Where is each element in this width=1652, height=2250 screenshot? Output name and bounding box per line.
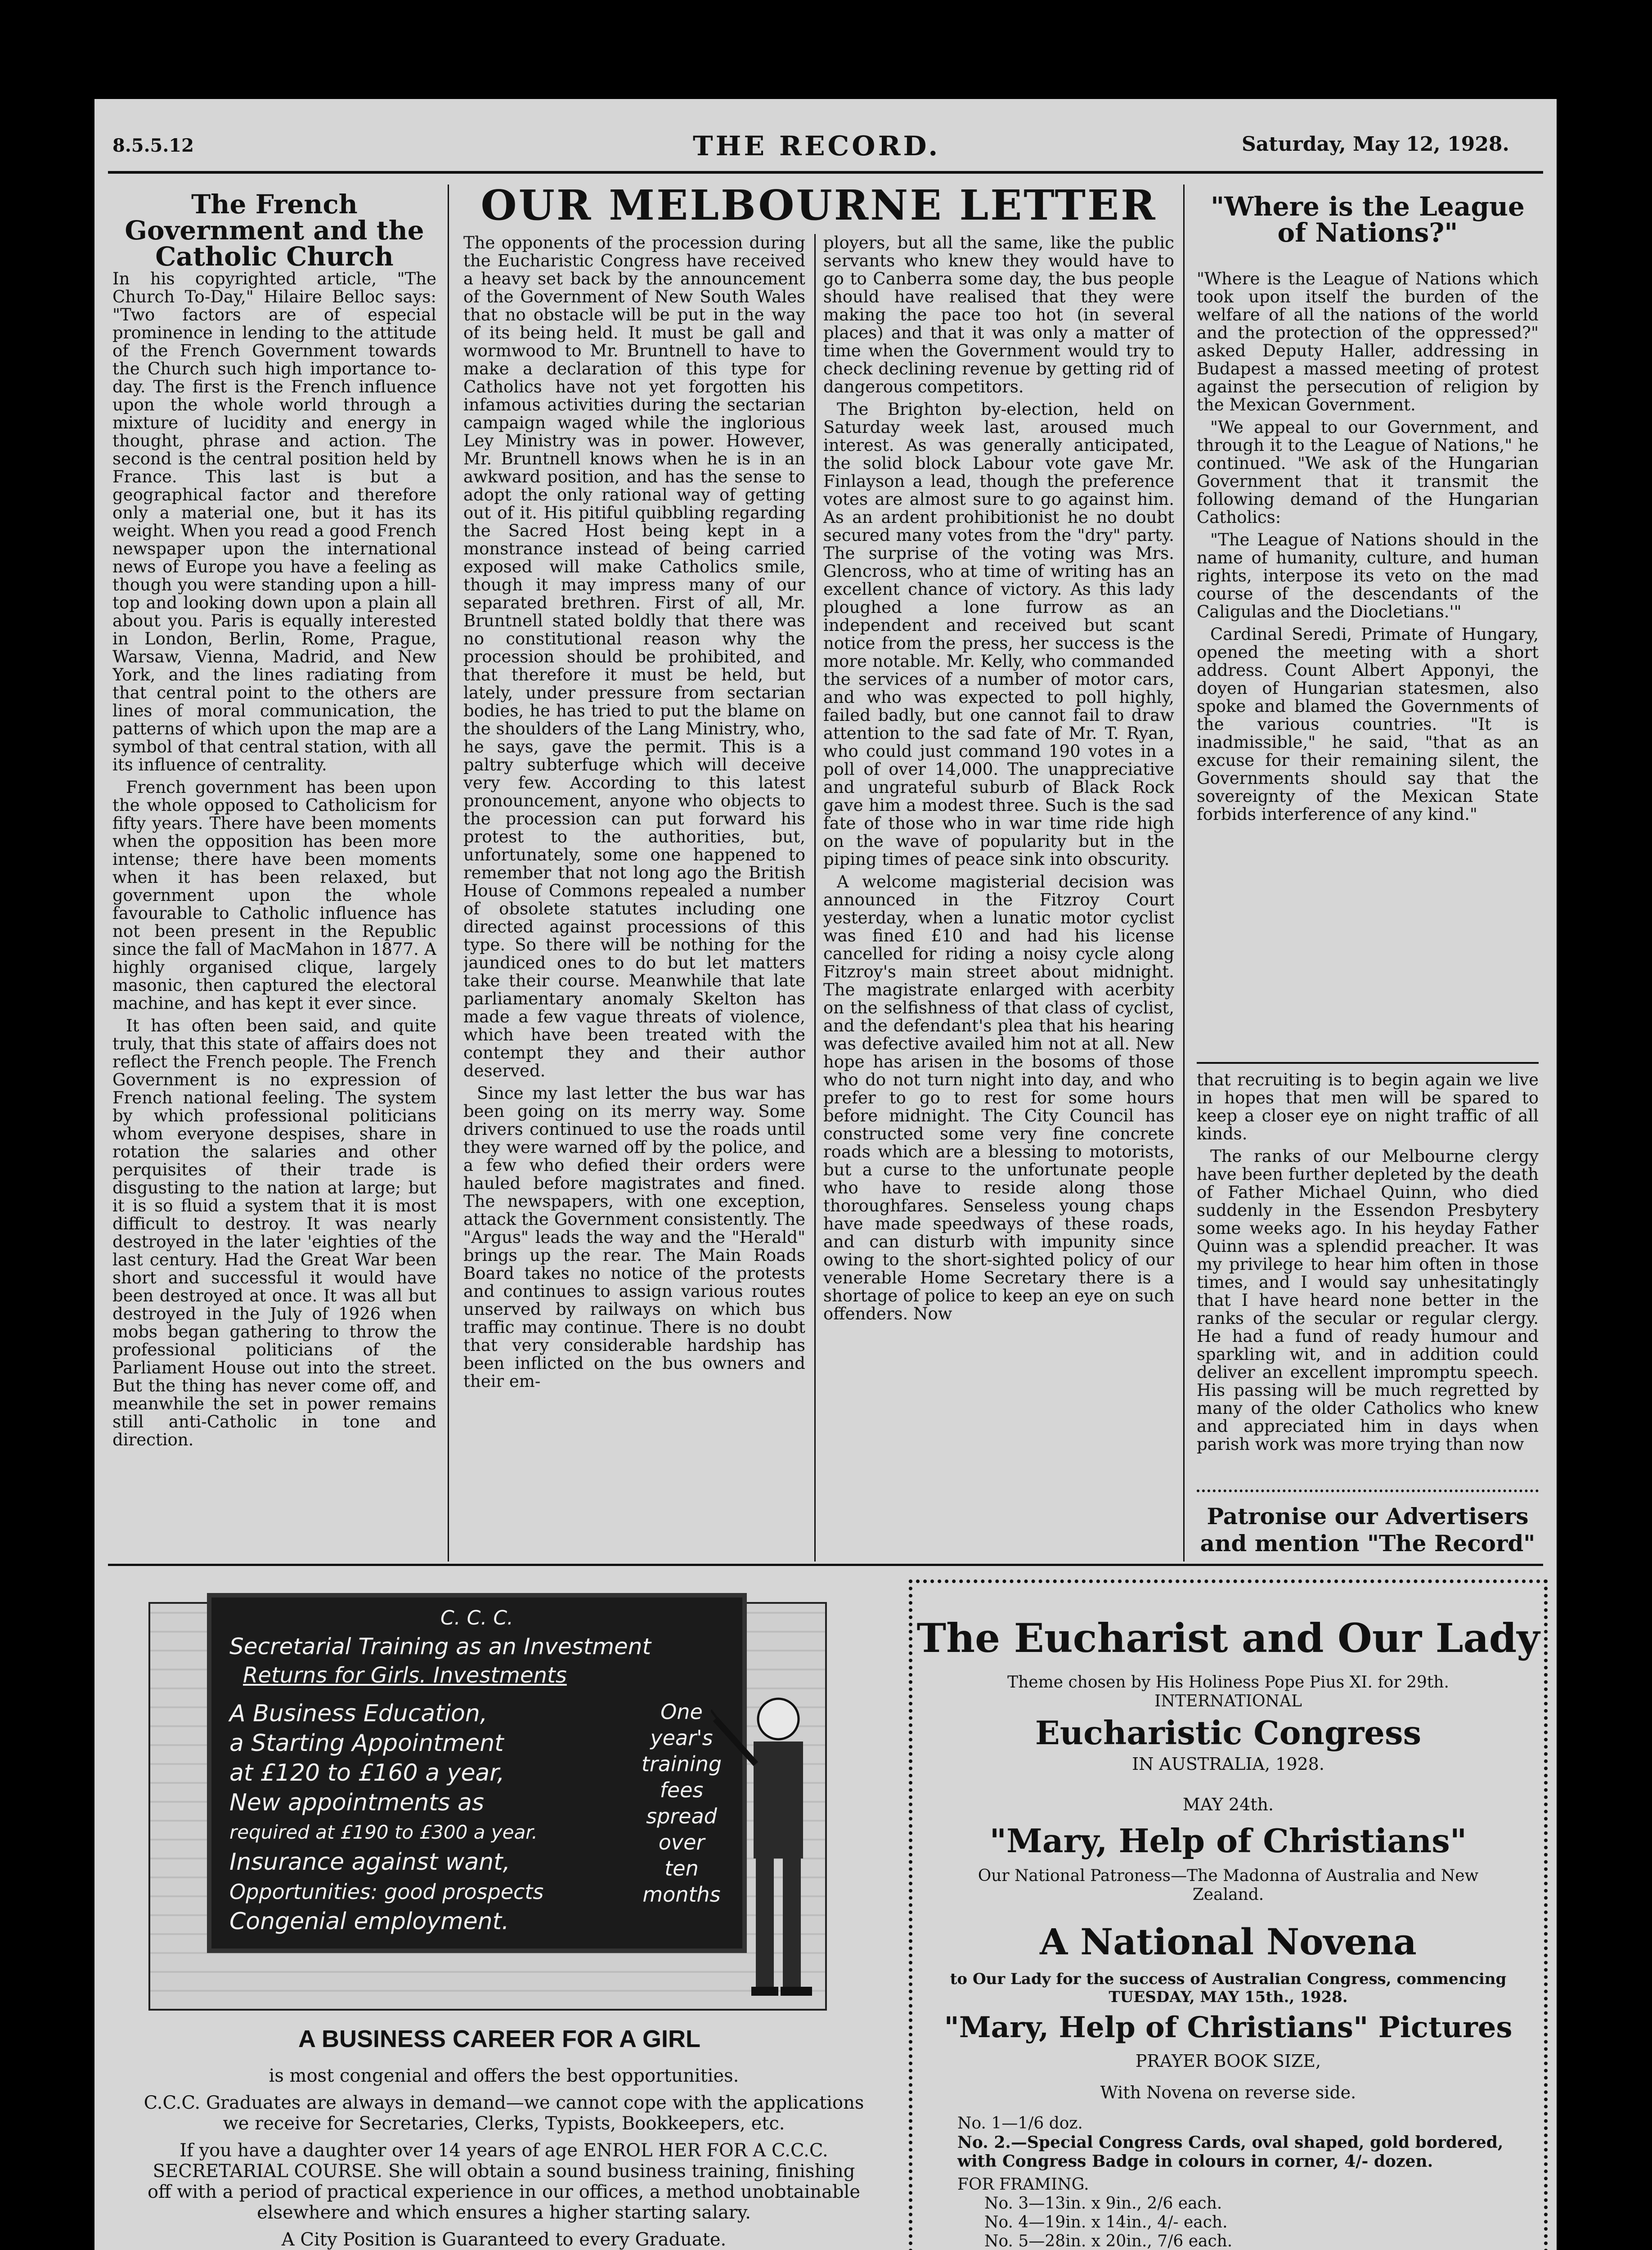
eucharist-theme: Theme chosen by His Holiness Pope Pius XI. for 29th. INTERNATIONAL xyxy=(1007,1673,1449,1710)
continued-paragraph: that recruiting is to begin again we live in hopes that men will be spared to keep a closer eye on night traffic of all kinds. xyxy=(1197,1071,1539,1143)
eucharist-date: MAY 24th. xyxy=(1182,1795,1274,1814)
eucharist-location: IN AUSTRALIA, 1928. xyxy=(1132,1754,1324,1774)
board-line: New appointments as xyxy=(229,1789,485,1816)
right-article-body xyxy=(1197,270,1539,1053)
mary-help-heading: "Mary, Help of Christians" xyxy=(989,1822,1467,1860)
ccc-paragraph: is most congenial and offers the best opportunities. xyxy=(269,2066,739,2086)
board-side-line: over xyxy=(658,1830,705,1854)
ccc-heading: A BUSINESS CAREER FOR A GIRL xyxy=(298,2025,701,2052)
melbourne-letter-continued xyxy=(1197,1071,1539,1490)
masthead-title: THE RECORD. xyxy=(693,130,941,162)
eucharist-title: The Eucharist and Our Lady xyxy=(916,1615,1540,1661)
right-article-paragraph: "Where is the League of Nations which took upon itself the burden of the welfare of all the nations of the world and the protection of the oppressed?" asked Deputy Haller, addressing in Budapest a massed meeting of protest against the persecution of religion by the Mexican Government. xyxy=(1197,270,1539,414)
board-line: A Business Education, xyxy=(229,1700,488,1727)
prayer-book-size: PRAYER BOOK SIZE, xyxy=(1135,2051,1321,2071)
continued-paragraph: The ranks of our Melbourne clergy have been further depleted by the death of Father Michael Quinn, who died suddenly in the Essendon Presbytery some weeks ago. In his heyday Father Quinn was a splendid preacher. It was my privilege to hear him often in those times, and I would say unhesitatingly that I have heard none better in the ranks of the secular or regular clergy. He had a fund of ready humour and sparkling wit, and in addition could deliver an excellent impromptu speech. His passing will be much regretted by many of the older Catholics who knew and appreciated him in days when parish work was more trying than now xyxy=(1197,1147,1539,1454)
national-novena-heading: A National Novena xyxy=(1040,1921,1417,1963)
section-rule xyxy=(108,1564,1543,1566)
price-item: No. 1—1/6 doz. xyxy=(957,2114,1083,2133)
price-item: No. 4—19in. x 14in., 4/- each. xyxy=(984,2213,1228,2232)
dotted-rule xyxy=(1197,1490,1539,1492)
column-divider xyxy=(1183,184,1185,1562)
melbourne-letter-headline: OUR MELBOURNE LETTER xyxy=(480,181,1157,230)
masthead-date: Saturday, May 12, 1928. xyxy=(1242,133,1509,156)
column-divider xyxy=(814,234,816,1562)
board-side-line: One year's xyxy=(650,1700,713,1750)
ccc-paragraph: If you have a daughter over 14 years of age ENROL HER FOR A C.C.C. SECRETARIAL COURSE. She will obtain a sound business training, finishing off with a period of practical experience in our offices, a method unobtainable elsewhere and which ensures a higher starting salary. xyxy=(147,2140,861,2223)
page-reference: 8.5.5.12 xyxy=(112,135,194,156)
board-lines xyxy=(229,1699,580,1936)
pictures-heading: "Mary, Help of Christians" Pictures xyxy=(944,2011,1513,2044)
left-article-headline: The French Government and the Catholic Church xyxy=(125,189,424,272)
melbourne-paragraph: The Brighton by-election, held on Saturday week last, aroused much interest. As was generally anticipated, the solid block Labour vote gave Mr. Finlayson a lead, though the preference votes are almost sure to go against him. As an ardent prohibitionist he no doubt secured many votes from the "dry" party. The surprise of the voting was Mrs. Glencross, who at time of writing has an excellent chance of victory. As this lady ploughed a lone furrow as an independent and received but scant notice from the press, her success is the more notable. Mr. Kelly, who commanded the services of a number of motor cars, and who was expected to poll highly, failed badly, but one cannot fail to draw attention to the sad fate of Mr. T. Ryan, who could just command 190 votes in a poll of over 14,000. The unappreciative and ungrateful suburb of Black Rock gave him a modest three. Such is the sad fate of those who in war time ride high on the wave of popularity but in the piping times of peace sink into obscurity. xyxy=(823,400,1174,869)
masthead-rule xyxy=(108,171,1543,174)
board-heading: Secretarial Training as an Investment xyxy=(229,1634,651,1660)
board-line: Congenial employment. xyxy=(229,1908,509,1935)
melbourne-letter-col2 xyxy=(823,234,1174,1562)
board-line: Insurance against want, xyxy=(229,1849,511,1876)
melbourne-letter-col1 xyxy=(463,234,805,1562)
board-side-line: ten xyxy=(664,1856,699,1881)
ccc-paragraph: C.C.C. Graduates are always in demand—we cannot cope with the applications we receive for Secretaries, Clerks, Typists, Bookkeepers, etc. xyxy=(144,2092,864,2134)
left-article-paragraph: In his copyrighted article, "The Church To-Day," Hilaire Belloc says: "Two factors are of especial prominence in lending to the attitude of the French Government towards the Church such high importance to-day. The first is the French influence upon the whole world through a mixture of lucidity and energy in thought, phrase and action. The second is the central position held by France. This last is but a geographical factor and therefore only a material one, but it has its weight. When you read a good French newspaper upon the international news of Europe you have a feeling as though you were standing upon a hill-top and looking down upon a plain all about you. Paris is equally interested in London, Berlin, Rome, Prague, Warsaw, Vienna, Madrid, and New York, and the lines radiating from that central point to the others are lines of moral communication, the patterns of which upon the map are a symbol of that central station, with all its influence of centrality. xyxy=(112,270,436,774)
patronise-notice: Patronise our Advertisers and mention "The Record" xyxy=(1200,1503,1535,1557)
right-article-paragraph: "We appeal to our Government, and through it to the League of Nations," he continued. "We ask of the Hungarian Government that it transmit the following demand of the Hungarian Catholics: xyxy=(1197,418,1539,527)
board-subheading: Returns for Girls. Investments xyxy=(243,1663,567,1688)
framing-heading: FOR FRAMING. xyxy=(957,2175,1089,2194)
right-article-headline: "Where is the League of Nations?" xyxy=(1211,191,1525,248)
novena-subheading: to Our Lady for the success of Australian Congress, commencing TUESDAY, MAY 15th., 1928. xyxy=(950,1970,1507,2006)
right-article-paragraph: Cardinal Seredi, Primate of Hungary, opened the meeting with a short address. Count Albert Apponyi, the doyen of Hungarian statesmen, also spoke and blamed the Governments of the various countries. "It is inadmissible," he said, "that as an excuse for their remaining silent, the Governments should say that the sovereignty of the Mexican State forbids interference of any kind." xyxy=(1197,625,1539,824)
right-article-paragraph: "The League of Nations should in the name of humanity, culture, and human rights, interpose its veto on the mad course of the descendants of the Caligulas and the Diocletians.'" xyxy=(1197,530,1539,621)
eucharist-congress: Eucharistic Congress xyxy=(1035,1714,1422,1752)
ccc-paragraph: A City Position is Guaranteed to every Graduate. xyxy=(281,2229,727,2250)
with-novena: With Novena on reverse side. xyxy=(1100,2083,1356,2102)
board-line: Opportunities: good prospects xyxy=(229,1880,544,1904)
board-side-line: training xyxy=(641,1752,722,1776)
price-item: No. 2.—Special Congress Cards, oval shaped, gold bordered, with Congress Badge in colours in corner, 4/- dozen. xyxy=(957,2133,1504,2171)
board-side-line: months xyxy=(642,1882,721,1907)
section-rule xyxy=(1197,1062,1539,1064)
eucharist-advertisement xyxy=(909,1580,1548,2250)
newspaper-page xyxy=(94,99,1557,2250)
price-item: No. 3—13in. x 9in., 2/6 each. xyxy=(984,2194,1222,2213)
left-article-paragraph: French government has been upon the whole opposed to Catholicism for fifty years. There have been moments when the opposition has been more intense; there have been moments when it has been relaxed, but government upon the whole favourable to Catholic influence has not been present in the Republic since the fall of MacMahon in 1877. A highly organised clique, largely masonic, then captured the electoral machine, and has kept it ever since. xyxy=(112,778,436,1013)
chalkboard xyxy=(207,1593,747,1953)
price-list xyxy=(957,2114,1515,2250)
melbourne-paragraph: A welcome magisterial decision was announced in the Fitzroy Court yesterday, when a lunatic motor cyclist was fined £10 and had his license cancelled for riding a noisy cycle along Fitzroy's main street about midnight. The magistrate enlarged with acerbity on the selfishness of that class of cyclist, and the defendant's plea that his hearing was defective availed him not at all. New hope has arisen in the bosoms of those who do not turn night into day, and who prefer to go to rest for some hours before midnight. The City Council has constructed some very fine concrete roads which are a blessing to motorists, but a curse to the unfortunate people who have to reside along those thoroughfares. Senseless young chaps have made speedways of these roads, and can disturb with impunity since owing to the short-sighted policy of our venerable Home Secretary there is a shortage of police to keep an eye on such offenders. Now xyxy=(823,872,1174,1323)
board-side-line: spread xyxy=(646,1804,717,1828)
national-patroness: Our National Patroness—The Madonna of Australia and New Zealand. xyxy=(978,1867,1479,1904)
board-line: a Starting Appointment xyxy=(229,1730,504,1757)
price-item: No. 5—28in. x 20in., 7/6 each. xyxy=(984,2232,1233,2250)
board-line: required at £190 to £300 a year. xyxy=(229,1821,538,1843)
teacher-figure-illustration xyxy=(711,1692,828,2007)
melbourne-paragraph: Since my last letter the bus war has been going on its merry way. Some drivers continued to use the roads until they were warned off by the police, and a few who defied their orders were hauled before magistrates and fined. The newspapers, with one exception, attack the Government consistently. The "Argus" leads the way and the "Herald" brings up the rear. The Main Roads Board takes no notice of the protests and continues to assign various routes unserved by railways on which bus traffic may continue. There is no doubt that very considerable hardship has been inflicted on the bus owners and their em- xyxy=(463,1084,805,1391)
left-article-paragraph: It has often been said, and quite truly, that this state of affairs does not reflect the French people. The French Government is no expression of French national feeling. The system by which professional politicians whom everyone despises, share in rotation the salaries and other perquisites of their trade is disgusting to the nation at large; but it is so fluid a system that it is most difficult to destroy. It was nearly destroyed in the later 'eighties of the last century. Had the Great War been short and successful it would have been destroyed at once. It was all but destroyed in the July of 1926 when mobs began gathering to throw the professional politicians of the Parliament House out into the street. But the thing has never come off, and meanwhile the set in power remains still anti-Catholic in tone and direction. xyxy=(112,1016,436,1449)
ccc-advertisement xyxy=(112,1575,886,2250)
ccc-body xyxy=(139,2066,868,2250)
board-side-line: fees xyxy=(660,1778,704,1802)
melbourne-paragraph: ployers, but all the same, like the public servants who knew they would have to go to Canberra some day, the bus people should have realised that they were making the pace too hot (in several places) and that it was only a matter of time when the Government would try to check declining revenue by getting rid of dangerous competitors. xyxy=(823,234,1174,396)
melbourne-paragraph: The opponents of the procession during the Eucharistic Congress have received a heavy set back by the announcement of the Government of New South Wales that no obstacle will be put in the way of its being held. It must be gall and wormwood to Mr. Bruntnell to have to make a declaration of this type for Catholics have not yet forgotten his infamous activities during the sectarian campaign waged while the inglorious Ley Ministry was in power. However, Mr. Bruntnell knows when he is in an awkward position, and has the sense to adopt the only rational way of getting out of it. His pitiful quibbling regarding the Sacred Host being kept in a monstrance instead of being carried exposed will make Catholics smile, though it may impress many of our separated brethren. First of all, Mr. Bruntnell stated boldly that there was no constitutional reason why the procession should be prohibited, and that therefore it must be held, but lately, under pressure from sectarian bodies, he has tried to put the blame on the shoulders of the Lang Ministry, who, he says, gave the permit. This is a paltry subterfuge which will deceive very few. According to this latest pronouncement, anyone who objects to the procession can put forward his protest to the authorities, but, unfortunately, some one happened to remember that not long ago the British House of Commons repealed a number of obsolete statutes including one directed against processions of this type. So there will be nothing for the jaundiced ones to do but let matters take their course. Meanwhile that late parliamentary anomaly Skelton has made a few vague threats of violence, which have been treated with the contempt they and their author deserved. xyxy=(463,234,805,1080)
board-title: C. C. C. xyxy=(440,1606,514,1629)
left-article-body xyxy=(112,270,436,1562)
column-divider xyxy=(448,184,449,1562)
board-line: at £120 to £160 a year, xyxy=(229,1760,505,1786)
